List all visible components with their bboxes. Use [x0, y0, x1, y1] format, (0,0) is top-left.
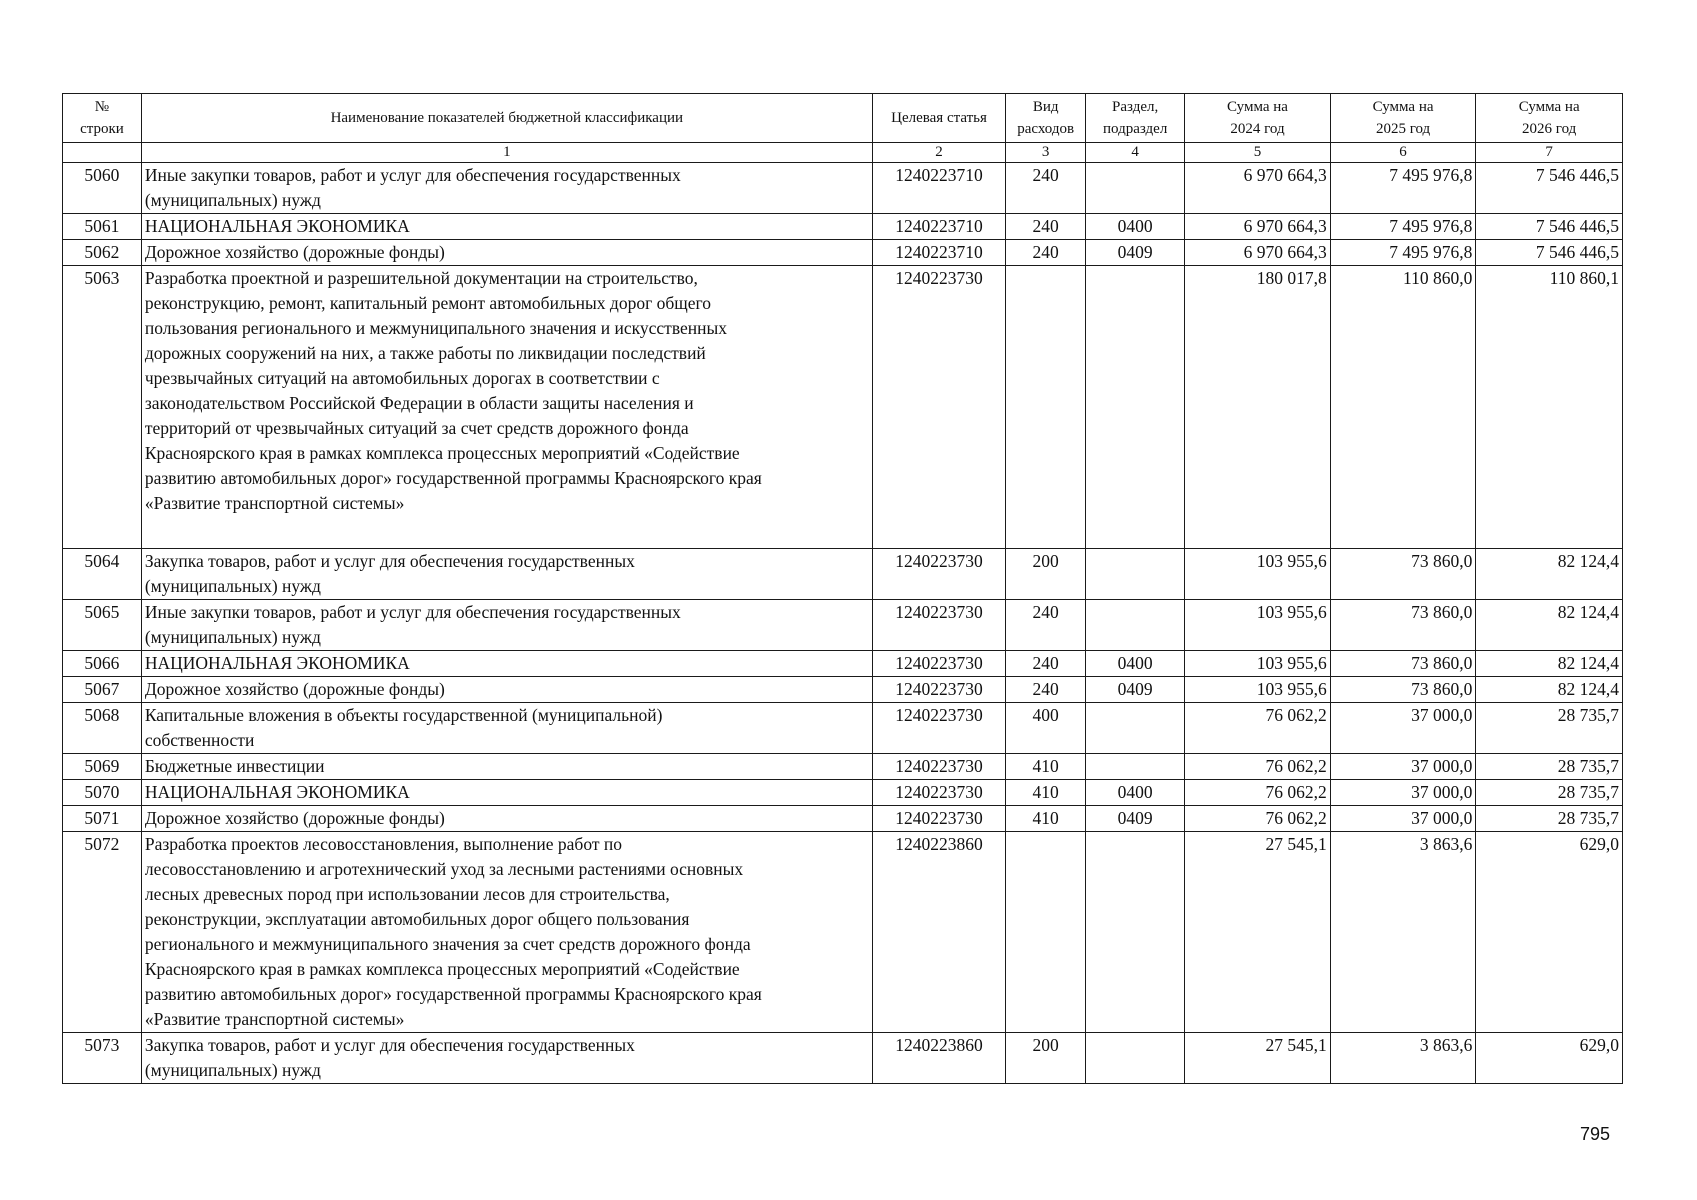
- row-number: 5064: [63, 549, 142, 600]
- indicator-name-line: развитию автомобильных дорог» государственной программы Красноярского края: [144, 984, 762, 1004]
- target-article: 1240223730: [872, 780, 1005, 806]
- amount-2025: 7 495 976,8: [1330, 214, 1476, 240]
- section-subsection: 0400: [1086, 214, 1185, 240]
- expense-type: 400: [1006, 703, 1086, 754]
- section-subsection: 0409: [1086, 240, 1185, 266]
- column-number-empty: [63, 143, 142, 163]
- amount-2024: 76 062,2: [1185, 780, 1331, 806]
- target-article: 1240223730: [872, 703, 1005, 754]
- indicator-name-line: Красноярского края в рамках комплекса процессных мероприятий «Содействие: [144, 443, 740, 463]
- indicator-name: [141, 163, 872, 214]
- table-row: [63, 549, 1623, 600]
- header-row: [63, 94, 1623, 143]
- indicator-name-line: Разработка проектной и разрешительной документации на строительство,: [144, 268, 698, 288]
- amount-2025: 7 495 976,8: [1330, 163, 1476, 214]
- indicator-name-line: (муниципальных) нужд: [144, 576, 321, 596]
- expense-type: 410: [1006, 780, 1086, 806]
- column-number: 6: [1330, 143, 1476, 163]
- amount-2026: 82 124,4: [1476, 600, 1623, 651]
- row-number: 5066: [63, 651, 142, 677]
- amount-2024: 180 017,8: [1185, 266, 1331, 549]
- expense-type: 410: [1006, 806, 1086, 832]
- row-number: 5068: [63, 703, 142, 754]
- expense-type: 240: [1006, 651, 1086, 677]
- amount-2026: 7 546 446,5: [1476, 163, 1623, 214]
- row-number: 5060: [63, 163, 142, 214]
- amount-2026: 629,0: [1476, 832, 1623, 1033]
- target-article: 1240223860: [872, 832, 1005, 1033]
- indicator-name-line: (муниципальных) нужд: [144, 190, 321, 210]
- indicator-name-line: Иные закупки товаров, работ и услуг для обеспечения государственных: [144, 602, 681, 622]
- table-row: [63, 163, 1623, 214]
- row-number: 5063: [63, 266, 142, 549]
- indicator-name: [141, 754, 872, 780]
- amount-2026: 7 546 446,5: [1476, 240, 1623, 266]
- column-number: 2: [872, 143, 1005, 163]
- header-name: Наименование показателей бюджетной классификации: [141, 94, 872, 143]
- expense-type: [1006, 832, 1086, 1033]
- section-subsection: [1086, 266, 1185, 549]
- amount-2024: 6 970 664,3: [1185, 163, 1331, 214]
- indicator-name-line: НАЦИОНАЛЬНАЯ ЭКОНОМИКА: [144, 782, 410, 802]
- amount-2025: 73 860,0: [1330, 549, 1476, 600]
- target-article: 1240223730: [872, 806, 1005, 832]
- amount-2025: 37 000,0: [1330, 754, 1476, 780]
- header-target: Целевая статья: [872, 94, 1005, 143]
- budget-table: [62, 93, 1623, 1084]
- table-row: [63, 214, 1623, 240]
- indicator-name-line: Бюджетные инвестиции: [144, 756, 325, 776]
- expense-type: 410: [1006, 754, 1086, 780]
- column-number: 5: [1185, 143, 1331, 163]
- amount-2024: 103 955,6: [1185, 651, 1331, 677]
- section-subsection: 0409: [1086, 806, 1185, 832]
- amount-2026: 82 124,4: [1476, 651, 1623, 677]
- indicator-name-line: Иные закупки товаров, работ и услуг для обеспечения государственных: [144, 165, 681, 185]
- amount-2026: 82 124,4: [1476, 677, 1623, 703]
- header-sum-2026: Сумма на 2026 год: [1476, 94, 1623, 143]
- row-number: 5072: [63, 832, 142, 1033]
- page-number: 795: [1580, 1124, 1611, 1144]
- amount-2024: 103 955,6: [1185, 677, 1331, 703]
- expense-type: [1006, 266, 1086, 549]
- section-subsection: 0409: [1086, 677, 1185, 703]
- indicator-name-line: Дорожное хозяйство (дорожные фонды): [144, 808, 445, 828]
- amount-2024: 27 545,1: [1185, 832, 1331, 1033]
- amount-2026: 7 546 446,5: [1476, 214, 1623, 240]
- column-number: 3: [1006, 143, 1086, 163]
- expense-type: 240: [1006, 163, 1086, 214]
- table-row: [63, 832, 1623, 1033]
- indicator-name-line: регионального и межмуниципального значения за счет средств дорожного фонда: [144, 934, 751, 954]
- row-number: 5065: [63, 600, 142, 651]
- column-number: 4: [1086, 143, 1185, 163]
- target-article: 1240223860: [872, 1033, 1005, 1084]
- indicator-name-line: Закупка товаров, работ и услуг для обеспечения государственных: [144, 551, 635, 571]
- amount-2024: 103 955,6: [1185, 549, 1331, 600]
- row-number: 5073: [63, 1033, 142, 1084]
- indicator-name: [141, 240, 872, 266]
- indicator-name-line: реконструкцию, ремонт, капитальный ремонт автомобильных дорог общего: [144, 293, 712, 313]
- expense-type: 240: [1006, 240, 1086, 266]
- indicator-name-line: реконструкции, эксплуатации автомобильных дорог общего пользования: [144, 909, 690, 929]
- table-row: [63, 240, 1623, 266]
- amount-2024: 76 062,2: [1185, 703, 1331, 754]
- section-subsection: [1086, 703, 1185, 754]
- indicator-name: [141, 214, 872, 240]
- row-number: 5067: [63, 677, 142, 703]
- indicator-name-line: Дорожное хозяйство (дорожные фонды): [144, 679, 445, 699]
- target-article: 1240223730: [872, 651, 1005, 677]
- section-subsection: [1086, 600, 1185, 651]
- indicator-name-line: лесных древесных пород при использовании лесов для строительства,: [144, 884, 670, 904]
- amount-2026: 110 860,1: [1476, 266, 1623, 549]
- row-number: 5069: [63, 754, 142, 780]
- indicator-name: [141, 266, 872, 549]
- header-row-no: № строки: [63, 94, 142, 143]
- indicator-name: [141, 806, 872, 832]
- amount-2026: 28 735,7: [1476, 754, 1623, 780]
- indicator-name-line: «Развитие транспортной системы»: [144, 1009, 405, 1029]
- indicator-name-line: Закупка товаров, работ и услуг для обеспечения государственных: [144, 1035, 635, 1055]
- column-number: 7: [1476, 143, 1623, 163]
- indicator-name-line: территорий от чрезвычайных ситуаций за счет средств дорожного фонда: [144, 418, 689, 438]
- amount-2026: 629,0: [1476, 1033, 1623, 1084]
- amount-2025: 37 000,0: [1330, 780, 1476, 806]
- amount-2026: 28 735,7: [1476, 806, 1623, 832]
- table-row: [63, 651, 1623, 677]
- table-row: [63, 266, 1623, 549]
- indicator-name: [141, 677, 872, 703]
- row-number: 5071: [63, 806, 142, 832]
- indicator-name-line: развитию автомобильных дорог» государственной программы Красноярского края: [144, 468, 762, 488]
- amount-2024: 6 970 664,3: [1185, 240, 1331, 266]
- column-number-row: [63, 143, 1623, 163]
- amount-2025: 110 860,0: [1330, 266, 1476, 549]
- expense-type: 240: [1006, 214, 1086, 240]
- header-sum-2024: Сумма на 2024 год: [1185, 94, 1331, 143]
- table-row: [63, 806, 1623, 832]
- indicator-name-line: чрезвычайных ситуаций на автомобильных дорогах в соответствии с: [144, 368, 660, 388]
- target-article: 1240223710: [872, 240, 1005, 266]
- target-article: 1240223730: [872, 266, 1005, 549]
- table-body: [63, 163, 1623, 1084]
- amount-2025: 7 495 976,8: [1330, 240, 1476, 266]
- header-sum-2025: Сумма на 2025 год: [1330, 94, 1476, 143]
- header-section: Раздел, подраздел: [1086, 94, 1185, 143]
- section-subsection: [1086, 1033, 1185, 1084]
- target-article: 1240223710: [872, 163, 1005, 214]
- expense-type: 240: [1006, 677, 1086, 703]
- section-subsection: [1086, 163, 1185, 214]
- amount-2026: 28 735,7: [1476, 780, 1623, 806]
- expense-type: 200: [1006, 1033, 1086, 1084]
- table-row: [63, 677, 1623, 703]
- expense-type: 240: [1006, 600, 1086, 651]
- amount-2025: 37 000,0: [1330, 703, 1476, 754]
- section-subsection: 0400: [1086, 651, 1185, 677]
- amount-2024: 76 062,2: [1185, 754, 1331, 780]
- indicator-name: [141, 1033, 872, 1084]
- indicator-name-line: «Развитие транспортной системы»: [144, 493, 405, 513]
- amount-2025: 3 863,6: [1330, 1033, 1476, 1084]
- indicator-name-line: НАЦИОНАЛЬНАЯ ЭКОНОМИКА: [144, 653, 410, 673]
- indicator-name-line: НАЦИОНАЛЬНАЯ ЭКОНОМИКА: [144, 216, 410, 236]
- header-expense-type: Вид расходов: [1006, 94, 1086, 143]
- indicator-name: [141, 600, 872, 651]
- section-subsection: [1086, 754, 1185, 780]
- table-row: [63, 703, 1623, 754]
- indicator-name-line: Дорожное хозяйство (дорожные фонды): [144, 242, 445, 262]
- indicator-name-line: пользования регионального и межмуниципального значения и искусственных: [144, 318, 727, 338]
- section-subsection: 0400: [1086, 780, 1185, 806]
- target-article: 1240223730: [872, 677, 1005, 703]
- indicator-name: [141, 651, 872, 677]
- target-article: 1240223730: [872, 754, 1005, 780]
- expense-type: 200: [1006, 549, 1086, 600]
- amount-2025: 73 860,0: [1330, 600, 1476, 651]
- amount-2025: 73 860,0: [1330, 677, 1476, 703]
- indicator-name-line: законодательством Российской Федерации в области защиты населения и: [144, 393, 694, 413]
- amount-2025: 73 860,0: [1330, 651, 1476, 677]
- column-number: 1: [141, 143, 872, 163]
- amount-2026: 82 124,4: [1476, 549, 1623, 600]
- table-row: [63, 600, 1623, 651]
- indicator-name-line: Капитальные вложения в объекты государственной (муниципальной): [144, 705, 663, 725]
- amount-2026: 28 735,7: [1476, 703, 1623, 754]
- row-number: 5061: [63, 214, 142, 240]
- indicator-name-line: дорожных сооружений на них, а также работы по ликвидации последствий: [144, 343, 706, 363]
- target-article: 1240223730: [872, 549, 1005, 600]
- target-article: 1240223710: [872, 214, 1005, 240]
- indicator-name-line: лесовосстановлению и агротехнический уход за лесными растениями основных: [144, 859, 744, 879]
- row-number: 5070: [63, 780, 142, 806]
- target-article: 1240223730: [872, 600, 1005, 651]
- amount-2025: 37 000,0: [1330, 806, 1476, 832]
- indicator-name-line: собственности: [144, 730, 255, 750]
- table-row: [63, 780, 1623, 806]
- amount-2025: 3 863,6: [1330, 832, 1476, 1033]
- indicator-name: [141, 549, 872, 600]
- row-number: 5062: [63, 240, 142, 266]
- table-row: [63, 1033, 1623, 1084]
- indicator-name-line: (муниципальных) нужд: [144, 627, 321, 647]
- indicator-name-line: Красноярского края в рамках комплекса процессных мероприятий «Содействие: [144, 959, 740, 979]
- indicator-name: [141, 780, 872, 806]
- table-row: [63, 754, 1623, 780]
- indicator-name-line: (муниципальных) нужд: [144, 1060, 321, 1080]
- amount-2024: 6 970 664,3: [1185, 214, 1331, 240]
- section-subsection: [1086, 832, 1185, 1033]
- section-subsection: [1086, 549, 1185, 600]
- amount-2024: 27 545,1: [1185, 1033, 1331, 1084]
- amount-2024: 76 062,2: [1185, 806, 1331, 832]
- amount-2024: 103 955,6: [1185, 600, 1331, 651]
- indicator-name: [141, 703, 872, 754]
- indicator-name-line: Разработка проектов лесовосстановления, выполнение работ по: [144, 834, 622, 854]
- indicator-name: [141, 832, 872, 1033]
